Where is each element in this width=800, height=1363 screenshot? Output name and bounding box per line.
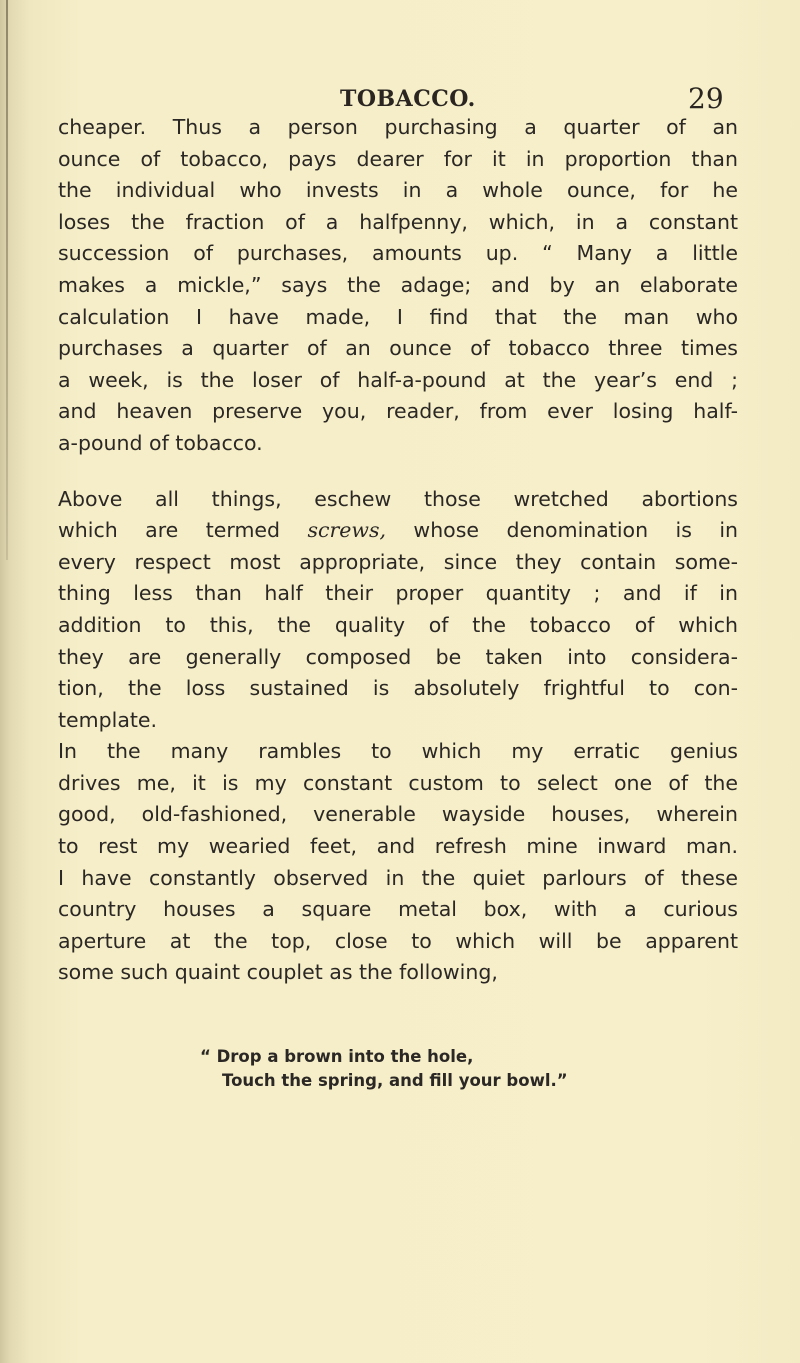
text-line: a-pound of tobacco. [58, 430, 263, 455]
text-line: some such quaint couplet as the following, [58, 960, 498, 985]
text-fragment: whose denomination is in [386, 518, 739, 543]
verse-couplet [200, 1045, 568, 1093]
text-line: aperture at the top, close to which will be apparent [58, 928, 738, 953]
text-line: country houses a square metal box, with a curious [58, 897, 738, 922]
text-line: the individual who invests in a whole ounce, for he [58, 178, 738, 203]
text-line: every respect most appropriate, since they contain some- [58, 549, 738, 574]
paragraph-1 [58, 112, 738, 460]
text-line: Above all things, eschew those wretched abortions [58, 486, 738, 511]
page-number: 29 [688, 82, 724, 115]
text-line: loses the fraction of a halfpenny, which, in a constant [58, 209, 738, 234]
text-fragment: which are termed [58, 518, 308, 543]
running-title: TOBACCO. [340, 86, 476, 112]
text-line: thing less than half their proper quantity ; and if in [58, 581, 738, 606]
text-line: I have constantly observed in the quiet parlours of these [58, 865, 738, 890]
text-line: ounce of tobacco, pays dearer for it in proportion than [58, 146, 738, 171]
text-line: In the many rambles to which my erratic genius [58, 739, 738, 764]
text-line: template. [58, 707, 158, 732]
text-line: good, old-fashioned, venerable wayside houses, wherein [58, 802, 738, 827]
text-line: they are generally composed be taken into considera- [58, 644, 738, 669]
text-line: makes a mickle,” says the adage; and by an elaborate [58, 272, 738, 297]
paragraph-3 [58, 736, 738, 989]
verse-line: “ Drop a brown into the hole, [200, 1047, 474, 1066]
text-line: purchases a quarter of an ounce of tobacco three times [58, 336, 738, 361]
text-line: calculation I have made, I find that the man who [58, 304, 738, 329]
text-line: tion, the loss sustained is absolutely frightful to con- [58, 676, 738, 701]
text-line: addition to this, the quality of the tobacco of which [58, 612, 738, 637]
body-text [58, 112, 738, 989]
text-line: drives me, it is my constant custom to select one of the [58, 770, 738, 795]
verse-line: Touch the spring, and fill your bowl.” [222, 1071, 568, 1090]
text-line [58, 515, 738, 547]
text-line: cheaper. Thus a person purchasing a quarter of an [58, 115, 738, 139]
text-line: to rest my wearied feet, and refresh mine inward man. [58, 834, 738, 859]
text-line: succession of purchases, amounts up. “ Many a little [58, 241, 738, 266]
text-line: and heaven preserve you, reader, from ever losing half- [58, 399, 738, 424]
italic-word: screws, [307, 518, 386, 543]
paragraph-2 [58, 484, 738, 737]
text-line: a week, is the loser of half-a-pound at the year’s end ; [58, 367, 738, 392]
